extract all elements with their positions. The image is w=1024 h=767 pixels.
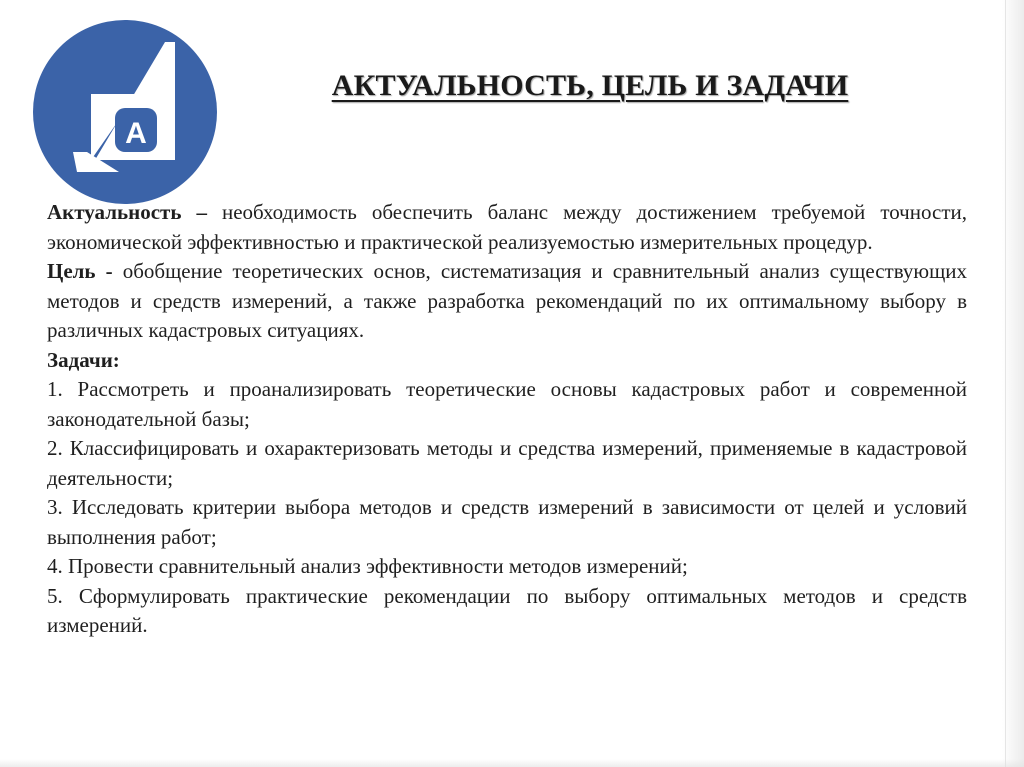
task-item-5: 5. Сформулировать практические рекомендации по выбору оптимальных методов и средств измерений. [47, 583, 967, 637]
task-item-2: 2. Классифицировать и охарактеризовать методы и средства измерений, применяемые в кадастровой деятельности; [47, 436, 967, 490]
university-logo [33, 20, 217, 204]
relevance-label: Актуальность – [47, 200, 207, 224]
goal-paragraph [47, 257, 967, 346]
slide-body [47, 198, 967, 641]
goal-text: обобщение теоретических основ, систематизация и сравнительный анализ существующих методов и средств измерений, а также разработка рекомендаций по их оптимальному выбору в различных кадастровых ситуациях. [47, 259, 967, 342]
logo-emblem-icon [33, 20, 217, 204]
tasks-heading [47, 346, 967, 376]
page-shadow-bottom [0, 759, 1024, 767]
relevance-paragraph [47, 198, 967, 257]
goal-label: Цель - [47, 259, 113, 283]
task-item-1: 1. Рассмотреть и проанализировать теоретические основы кадастровых работ и современной законодательной базы; [47, 377, 967, 431]
relevance-text: необходимость обеспечить баланс между достижением требуемой точности, экономической эффективностью и практической реализуемостью измерительных процедур. [47, 200, 967, 254]
task-item-4: 4. Провести сравнительный анализ эффективности методов измерений; [47, 554, 688, 578]
page-title: АКТУАЛЬНОСТЬ, ЦЕЛЬ И ЗАДАЧИ [331, 69, 849, 102]
logo-letter: А [125, 117, 147, 150]
task-item-3: 3. Исследовать критерии выбора методов и средств измерений в зависимости от целей и условий выполнения работ; [47, 495, 967, 549]
tasks-label: Задачи: [47, 347, 120, 372]
page-shadow-right [1002, 0, 1024, 767]
